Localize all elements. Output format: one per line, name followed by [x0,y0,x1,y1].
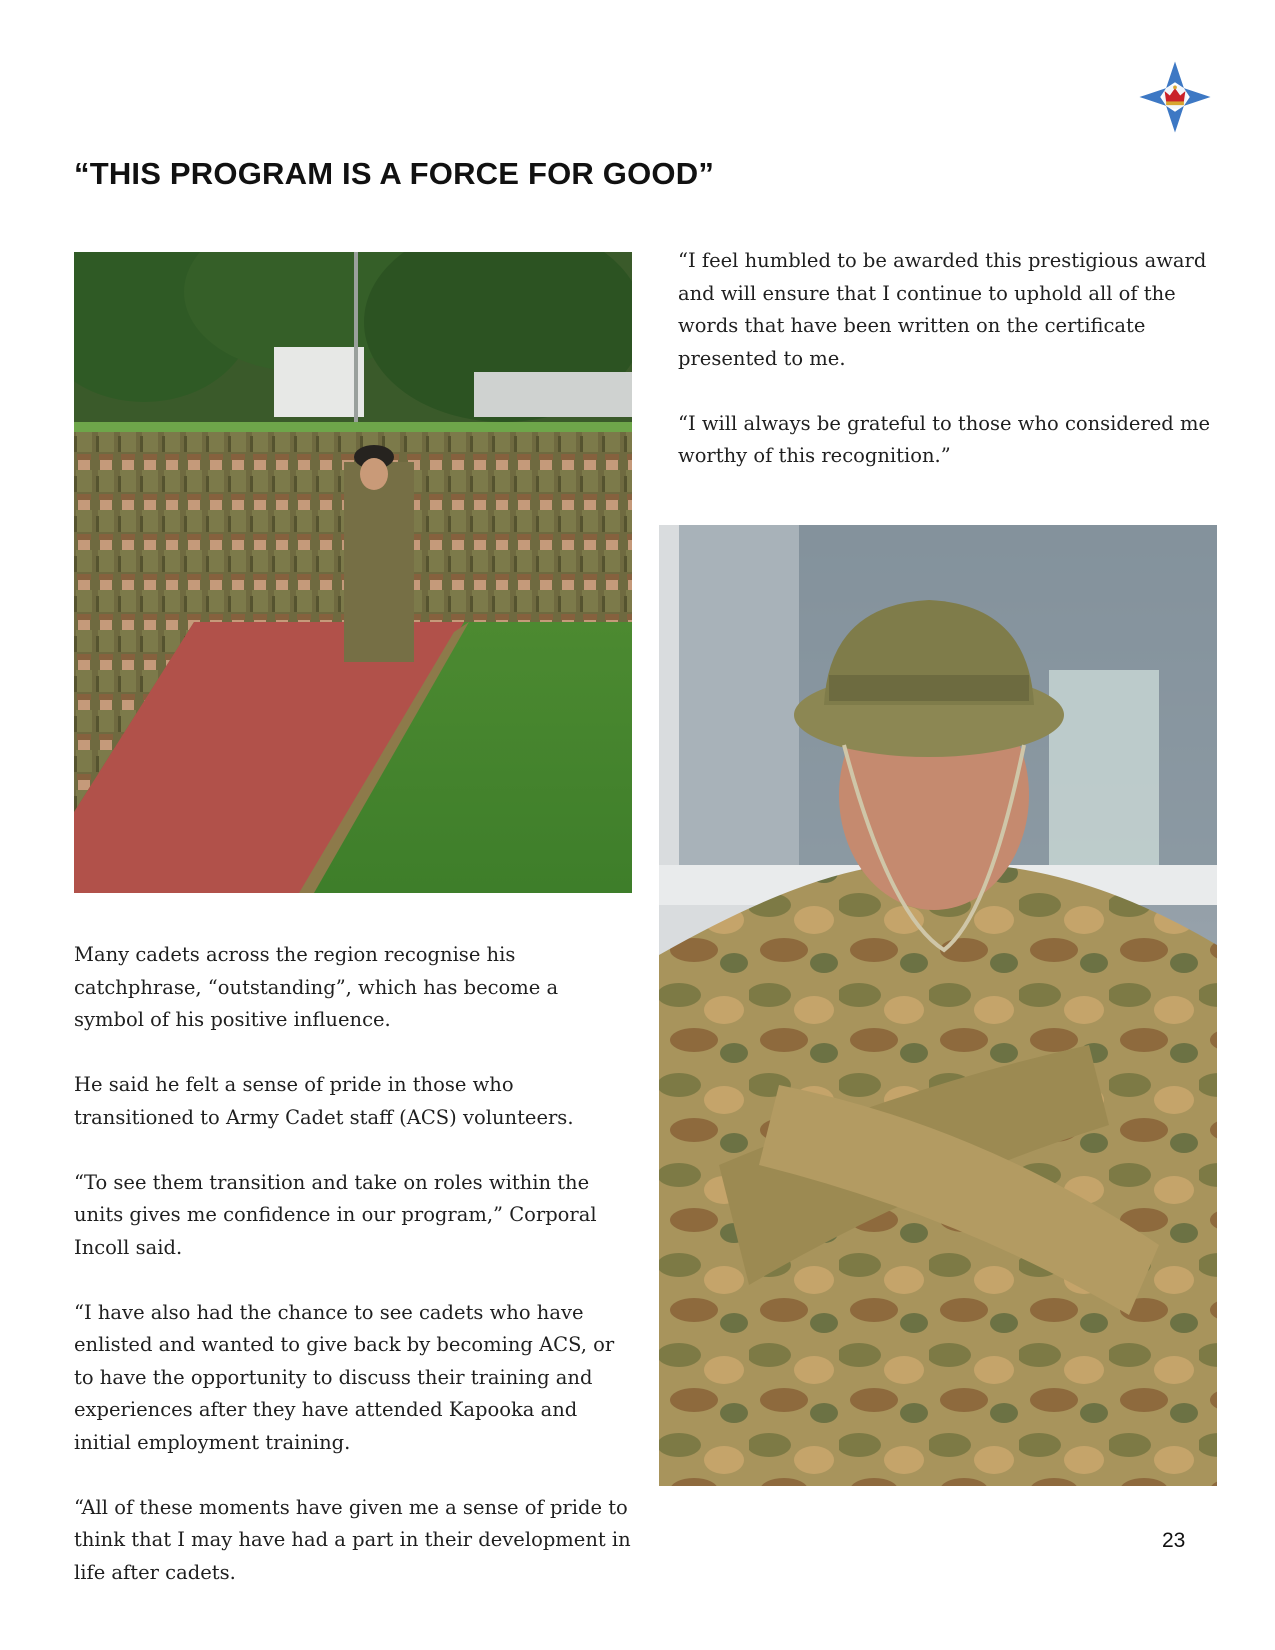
body-paragraph: He said he felt a sense of pride in those who transitioned to Army Cadet staff (ACS) volunteers. [74,1073,574,1129]
cadet-parade-photo [74,252,632,893]
page-title: “THIS PROGRAM IS A FORCE FOR GOOD” [74,156,715,191]
quote-paragraph: “I will always be grateful to those who considered me worthy of this recognition.” [678,411,1211,467]
body-column [74,939,634,1622]
page-number: 23 [1162,1529,1186,1552]
quote-column [678,245,1228,505]
quote-paragraph: “I feel humbled to be awarded this prestigious award and will ensure that I continue to uphold all of the words that have been written on the certificate presented to me. [678,249,1207,370]
cadet-cross-crown-icon [1138,60,1212,134]
body-paragraph: Many cadets across the region recognise his catchphrase, “outstanding”, which has become a symbol of his positive influence. [74,943,559,1031]
body-paragraph: “To see them transition and take on roles within the units gives me confidence in our program,” Corporal Incoll said. [74,1170,597,1259]
corporal-portrait-photo [659,525,1217,1486]
body-paragraph: “All of these moments have given me a sense of pride to think that I may have had a part in their development in life after cadets. [74,1495,631,1584]
body-paragraph: “I have also had the chance to see cadets who have enlisted and wanted to give back by becoming ACS, or to have the opportunity to discuss their training and experiences after they have attended Kapooka and initial employment training. [74,1300,615,1454]
